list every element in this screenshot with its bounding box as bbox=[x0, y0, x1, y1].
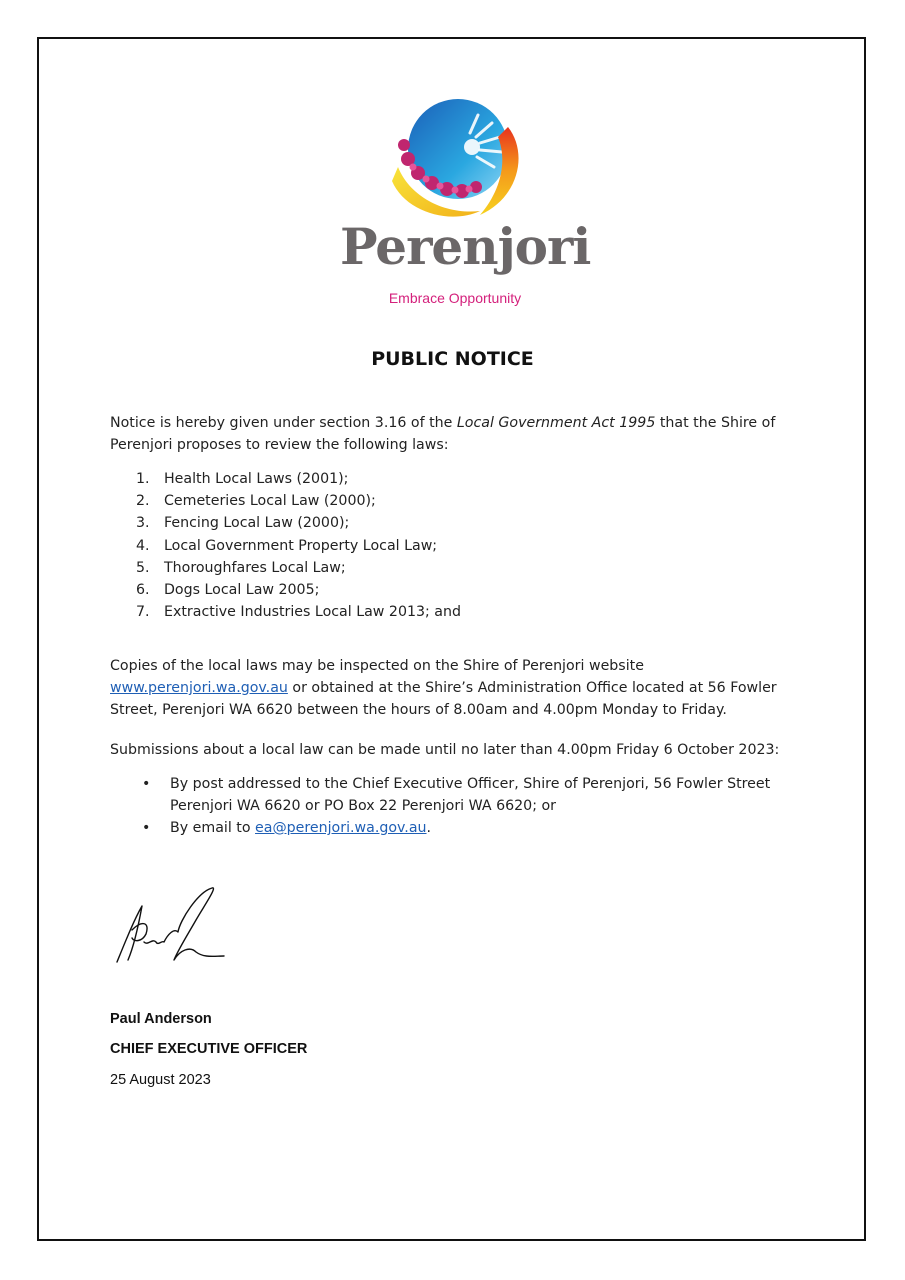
law-title: Local Government Property Local Law; bbox=[164, 537, 438, 554]
signatory-role: CHIEF EXECUTIVE OFFICER bbox=[110, 1041, 308, 1057]
list-item bbox=[110, 512, 461, 534]
intro-paragraph bbox=[110, 412, 810, 456]
list-number: 5. bbox=[136, 559, 150, 576]
bullet-icon: • bbox=[142, 776, 151, 792]
email-method bbox=[170, 817, 810, 839]
list-number: 3. bbox=[136, 515, 150, 532]
list-item bbox=[110, 601, 461, 623]
law-title: Health Local Laws (2001); bbox=[164, 471, 349, 487]
law-title: Cemeteries Local Law (2000); bbox=[164, 493, 376, 510]
list-number: 4. bbox=[136, 537, 150, 554]
page-title: PUBLIC NOTICE bbox=[371, 348, 534, 370]
email-text-after: . bbox=[426, 820, 432, 836]
list-item bbox=[110, 490, 461, 512]
signature-image bbox=[112, 880, 242, 975]
list-number: 7. bbox=[136, 604, 150, 621]
submissions-intro: Submissions about a local law can be made until no later than 4.00pm Friday 6 October 2023: bbox=[110, 742, 780, 758]
law-title: Thoroughfares Local Law; bbox=[164, 559, 346, 576]
website-link[interactable]: www.perenjori.wa.gov.au bbox=[110, 680, 288, 696]
act-name: Local Government Act 1995 bbox=[456, 415, 656, 431]
intro-text-before: Notice is hereby given under section 3.16 of the bbox=[110, 415, 457, 431]
logo-emblem-icon bbox=[380, 97, 530, 227]
list-item bbox=[110, 579, 461, 601]
list-number: 1. bbox=[136, 471, 150, 487]
list-item bbox=[110, 773, 810, 817]
submission-methods-list bbox=[110, 773, 810, 839]
list-item bbox=[110, 817, 810, 839]
bullet-icon: • bbox=[142, 820, 151, 836]
brand-name: Perenjori bbox=[340, 217, 591, 276]
laws-list bbox=[110, 468, 461, 623]
email-text-before: By email to bbox=[170, 820, 256, 836]
list-number: 2. bbox=[136, 493, 150, 510]
law-title: Dogs Local Law 2005; bbox=[164, 582, 320, 599]
email-link[interactable]: ea@perenjori.wa.gov.au bbox=[255, 820, 427, 836]
intro-text-after: that the Shire of Perenjori proposes to review the following laws: bbox=[110, 415, 776, 453]
list-item bbox=[110, 557, 461, 579]
list-number: 6. bbox=[136, 582, 150, 599]
notice-date: 25 August 2023 bbox=[110, 1072, 211, 1088]
brand-tagline: Embrace Opportunity bbox=[388, 290, 522, 306]
list-item bbox=[110, 468, 461, 490]
law-title: Extractive Industries Local Law 2013; and bbox=[164, 604, 462, 621]
copies-text-after: or obtained at the Shire’s Administration Office located at 56 Fowler Street, Perenjori WA 6620 between the hours of 8.00am and 4.00pm Monday to Friday. bbox=[110, 680, 777, 718]
post-method: By post addressed to the Chief Executive Officer, Shire of Perenjori, 56 Fowler Street Perenjori WA 6620 or PO Box 22 Perenjori WA 6620; or bbox=[170, 776, 771, 814]
list-item bbox=[110, 535, 461, 557]
law-title: Fencing Local Law (2000); bbox=[164, 515, 350, 532]
shire-logo bbox=[340, 92, 591, 317]
signatory-name: Paul Anderson bbox=[110, 1011, 212, 1027]
copies-text-before: Copies of the local laws may be inspected on the Shire of Perenjori website bbox=[110, 658, 644, 674]
copies-paragraph bbox=[110, 655, 810, 721]
